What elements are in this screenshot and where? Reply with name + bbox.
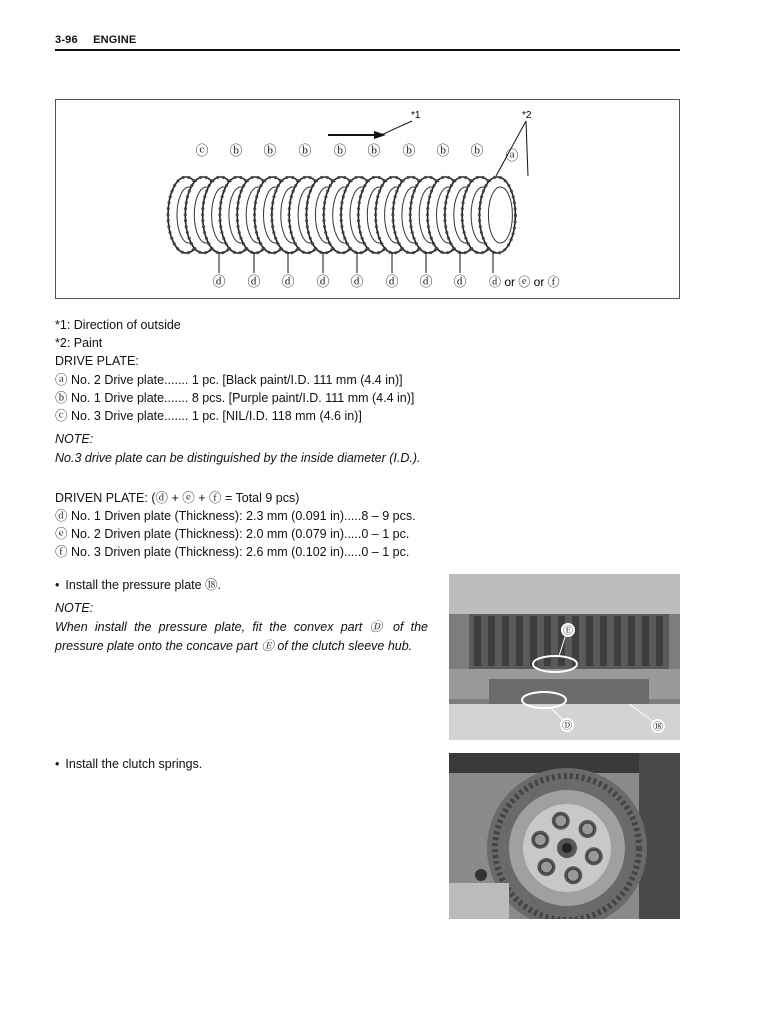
- bottom-plate-label: ⓓ: [419, 274, 433, 289]
- plate-stack: [168, 177, 515, 253]
- driven-plate-d: ⓓ No. 1 Driven plate (Thickness): 2.3 mm (0.091 in).....8 – 9 pcs.: [55, 509, 416, 523]
- bottom-plate-label: ⓓ: [281, 274, 295, 289]
- bottom-labels: [212, 252, 493, 289]
- star1-label: *1: [411, 110, 421, 121]
- driven-plate-title: DRIVEN PLATE: (ⓓ + ⓔ + ⓕ = Total 9 pcs): [55, 491, 300, 505]
- star2-label: *2: [522, 110, 532, 121]
- legend-star1: *1: Direction of outside: [55, 318, 181, 332]
- diagram-svg: [56, 100, 681, 300]
- top-plate-label: ⓑ: [229, 143, 243, 158]
- note-label-1: NOTE:: [55, 432, 94, 446]
- driven-plate-e: ⓔ No. 2 Driven plate (Thickness): 2.0 mm (0.079 in).....0 – 1 pc.: [55, 527, 410, 541]
- step-install-pressure-plate: • Install the pressure plate ⑱.: [55, 576, 221, 595]
- photo-label-d: Ⓓ: [562, 721, 572, 732]
- drive-plate-b: ⓑ No. 1 Drive plate....... 8 pcs. [Purple paint/I.D. 111 mm (4.4 in)]: [55, 391, 415, 405]
- drive-plate-a: ⓐ No. 2 Drive plate....... 1 pc. [Black paint/I.D. 111 mm (4.4 in)]: [55, 373, 403, 387]
- page-number: 3-96: [55, 34, 78, 46]
- top-plate-label: ⓐ: [505, 148, 519, 163]
- header-rule: [55, 49, 680, 51]
- top-plate-label: ⓑ: [298, 143, 312, 158]
- last-bottom-label: ⓓ or ⓔ or ⓕ: [489, 275, 560, 289]
- photo-label-18: ⑱: [653, 722, 663, 733]
- clutch-plate: [479, 177, 515, 253]
- top-plate-label: ⓑ: [367, 143, 381, 158]
- note-text-1: No.3 drive plate can be distinguished by the inside diameter (I.D.).: [55, 451, 421, 465]
- top-labels: [195, 143, 518, 163]
- page-header: [55, 34, 148, 46]
- pressure-plate-photo: [449, 574, 680, 740]
- photo-label-e: Ⓔ: [563, 626, 573, 637]
- bottom-plate-label: ⓓ: [212, 274, 226, 289]
- top-plate-label: ⓑ: [333, 143, 347, 158]
- clutch-plate-diagram: [55, 99, 680, 299]
- bottom-plate-label: ⓓ: [316, 274, 330, 289]
- legend-star2: *2: Paint: [55, 336, 103, 350]
- star2-leader-b: [526, 121, 528, 176]
- top-plate-label: ⓑ: [263, 143, 277, 158]
- step-install-clutch-springs: • Install the clutch springs.: [55, 755, 202, 774]
- bottom-plate-label: ⓓ: [247, 274, 261, 289]
- clutch-springs-photo: [449, 753, 680, 919]
- star1-leader: [381, 121, 412, 135]
- top-plate-label: ⓑ: [436, 143, 450, 158]
- direction-arrowhead: [374, 131, 386, 139]
- top-plate-label: ⓑ: [470, 143, 484, 158]
- top-plate-label: ⓑ: [402, 143, 416, 158]
- note-label-2: NOTE:: [55, 601, 94, 615]
- section-title: ENGINE: [93, 34, 137, 46]
- bottom-plate-label: ⓓ: [350, 274, 364, 289]
- driven-plate-f: ⓕ No. 3 Driven plate (Thickness): 2.6 mm (0.102 in).....0 – 1 pc.: [55, 545, 410, 559]
- bottom-plate-label: ⓓ: [453, 274, 467, 289]
- drive-plate-title: DRIVE PLATE:: [55, 354, 139, 368]
- drive-plate-c: ⓒ No. 3 Drive plate....... 1 pc. [NIL/I.D. 118 mm (4.6 in)]: [55, 409, 362, 423]
- top-plate-label: ⓒ: [195, 143, 209, 158]
- note-text-2: When install the pressure plate, fit the convex part Ⓓ of the pressure plate onto the concave part Ⓔ of the clutch sleeve hub.: [55, 620, 428, 653]
- bottom-plate-label: ⓓ: [385, 274, 399, 289]
